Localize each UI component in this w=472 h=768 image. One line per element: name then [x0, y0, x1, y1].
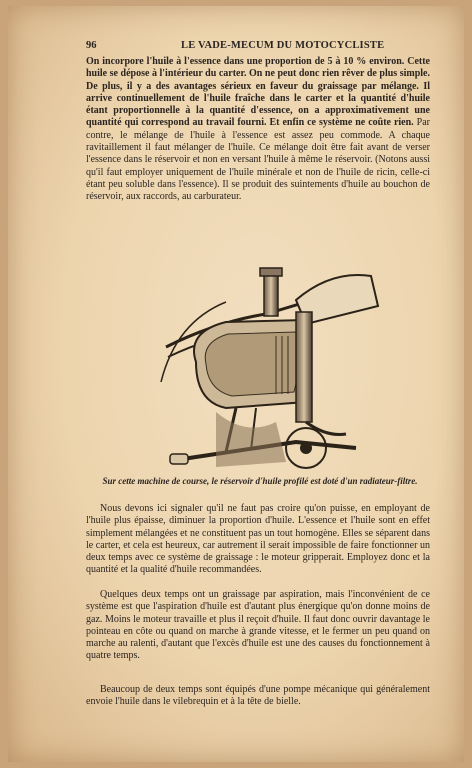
- motorcycle-oil-tank-illustration: [156, 262, 382, 472]
- running-title: LE VADE-MECUM DU MOTOCYCLISTE: [181, 40, 385, 51]
- book-page: [8, 6, 464, 762]
- paragraph-3: Quelques deux temps ont un graissage par aspiration, mais l'inconvénient de ce système est que l'aspiration d'huile est d'autant plus énergique qu'on donne moins de gaz. Moins le moteur travaille et plus il reçoit d'huile. Il faut donc ouvrir davantage le pointeau en côte ou quand on marche à grande vitesse, et le fermer un peu quand on marche au ralenti, d'autant que l'excès d'huile est une des causes du fonctionnement à quatre temps.: [86, 589, 430, 662]
- paragraph-1-bold: On incorpore l'huile à l'essence dans une proportion de 5 à 10 % environ. Cette huile se dépose à l'intérieur du carter. On ne peut donc rien rêver de plus simple. De plus, il y a des avantages sérieux en faveur du graissage par mélange. Il arrive continuellement de l'huile fraîche dans le carter et la quantité d'huile étant proportionnelle à la quantité d'essence, on a approximativement une quantité qui correspond au travail fourni. Et enfin ce système ne coûte rien.: [86, 56, 430, 129]
- paragraph-2: Nous devons ici signaler qu'il ne faut pas croire qu'on puisse, en employant de l'huile plus épaisse, diminuer la proportion d'huile. L'essence et l'huile sont en effet simplement mélangées et ne constituent pas un tout homogène. Elles se séparent dans le carter, et cela est heureux, car autrement il serait impossible de faire fonctionner un deux temps avec ce système de graissage : le moteur gripperait. Employez donc et la quantité et la qualité d'huile recommandées.: [86, 503, 430, 576]
- figure-caption: Sur cette machine de course, le réservoir d'huile profilé est doté d'un radiateur-filtre.: [102, 476, 418, 486]
- page-header: [86, 40, 436, 56]
- paragraph-1-rest: Par contre, le mélange de l'huile à l'essence est assez peu commode. A chaque ravitaillement il faut mélanger de l'huile. Ce mélange doit être fait avant de verser l'essence dans le réservoir et non en versant l'huile à même le réservoir. (Notons aussi qu'il faut employer uniquement de l'huile minérale et non de l'huile de ricin, celle-ci étant peu soluble dans l'essence). Il se produit des suintements d'huile au bouchon de réservoir, aux raccords, au carburateur.: [86, 117, 430, 203]
- paragraph-1: [86, 56, 430, 204]
- paragraph-4: Beaucoup de deux temps sont équipés d'une pompe mécanique qui généralement envoie l'huile dans le vilebrequin et à la tête de bielle.: [86, 684, 430, 708]
- oil-tank-drawing: [156, 262, 382, 472]
- page-number: 96: [86, 40, 97, 51]
